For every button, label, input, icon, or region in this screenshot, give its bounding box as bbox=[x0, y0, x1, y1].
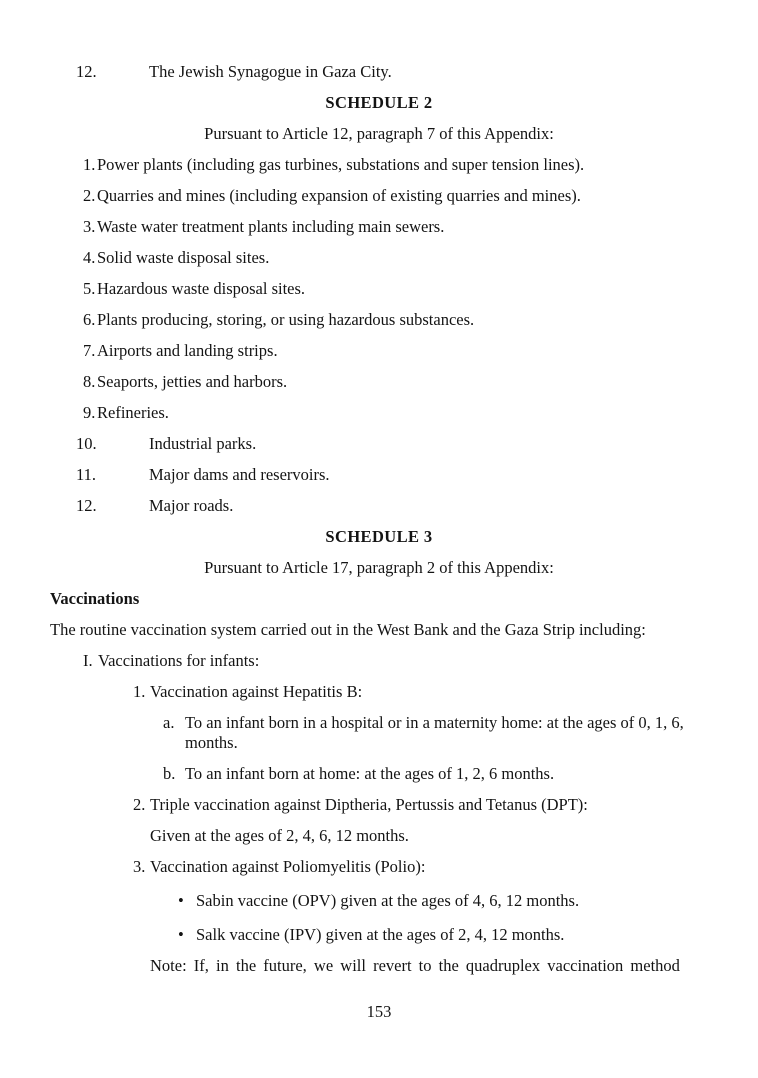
item-number: b. bbox=[163, 764, 176, 783]
list-item bbox=[50, 217, 708, 237]
sub-list-item bbox=[50, 713, 708, 753]
roman-list-item bbox=[50, 651, 708, 671]
list-item bbox=[50, 248, 708, 268]
schedule-3-title: SCHEDULE 3 bbox=[325, 527, 433, 546]
bullet-list-item bbox=[50, 925, 708, 945]
item-text: Hazardous waste disposal sites. bbox=[97, 279, 306, 298]
item-number: 4. bbox=[83, 248, 96, 267]
item-text: Industrial parks. bbox=[149, 434, 257, 453]
item-number: 1. bbox=[83, 155, 96, 174]
note-paragraph: Note: If, in the future, we will revert to the quadruplex vaccination method bbox=[150, 956, 680, 975]
item-number: 10. bbox=[76, 434, 97, 453]
list-item bbox=[50, 465, 708, 485]
item-number: 6. bbox=[83, 310, 96, 329]
item-text: Sabin vaccine (OPV) given at the ages of 4, 6, 12 months. bbox=[196, 891, 580, 910]
schedule-2-title: SCHEDULE 2 bbox=[325, 93, 433, 112]
bullet-icon: • bbox=[178, 925, 184, 944]
page-number: 153 bbox=[366, 1002, 392, 1021]
bullet-icon: • bbox=[178, 891, 184, 910]
item-text: Refineries. bbox=[97, 403, 169, 422]
item-text: Solid waste disposal sites. bbox=[97, 248, 270, 267]
sub-list-item bbox=[50, 764, 708, 784]
item-number: 3. bbox=[133, 857, 146, 876]
list-item bbox=[50, 341, 708, 361]
list-item bbox=[50, 186, 708, 206]
schedule-3-subtitle: Pursuant to Article 17, paragraph 2 of this Appendix: bbox=[204, 558, 554, 577]
list-item bbox=[50, 403, 708, 423]
list-item bbox=[50, 155, 708, 175]
section-heading-vaccinations: Vaccinations bbox=[50, 589, 140, 608]
item-number: I. bbox=[83, 651, 93, 670]
item-number: 11. bbox=[76, 465, 97, 484]
item-number: 12. bbox=[76, 62, 97, 81]
item-text: Quarries and mines (including expansion of existing quarries and mines). bbox=[97, 186, 581, 205]
intro-paragraph: The routine vaccination system carried out in the West Bank and the Gaza Strip including: bbox=[50, 620, 646, 639]
list-item bbox=[50, 434, 708, 454]
item-text: Plants producing, storing, or using hazardous substances. bbox=[97, 310, 475, 329]
item-number: 8. bbox=[83, 372, 96, 391]
item-text: Seaports, jetties and harbors. bbox=[97, 372, 288, 391]
item-number: 7. bbox=[83, 341, 96, 360]
item-text: The Jewish Synagogue in Gaza City. bbox=[149, 62, 392, 81]
item-text: Triple vaccination against Diptheria, Pertussis and Tetanus (DPT): bbox=[150, 795, 588, 814]
item-text: Waste water treatment plants including main sewers. bbox=[97, 217, 445, 236]
item-number: 5. bbox=[83, 279, 96, 298]
item-text: To an infant born in a hospital or in a maternity home: at the ages of 0, 1, 6, months. bbox=[185, 713, 684, 752]
item-detail: Given at the ages of 2, 4, 6, 12 months. bbox=[150, 826, 409, 845]
item-text: Airports and landing strips. bbox=[97, 341, 278, 360]
list-item bbox=[50, 857, 708, 877]
list-item bbox=[50, 496, 708, 516]
item-text: Salk vaccine (IPV) given at the ages of 2, 4, 12 months. bbox=[196, 925, 565, 944]
list-item bbox=[50, 279, 708, 299]
schedule-2-subtitle: Pursuant to Article 12, paragraph 7 of this Appendix: bbox=[204, 124, 554, 143]
item-text: Vaccinations for infants: bbox=[98, 651, 260, 670]
item-number: 3. bbox=[83, 217, 96, 236]
item-text: To an infant born at home: at the ages of 1, 2, 6 months. bbox=[185, 764, 555, 783]
list-item bbox=[50, 795, 708, 815]
item-text: Vaccination against Hepatitis B: bbox=[150, 682, 363, 701]
item-text: Major roads. bbox=[149, 496, 234, 515]
list-item bbox=[50, 372, 708, 392]
item-number: 1. bbox=[133, 682, 146, 701]
list-item bbox=[50, 62, 708, 82]
item-text: Power plants (including gas turbines, substations and super tension lines). bbox=[97, 155, 585, 174]
item-number: 9. bbox=[83, 403, 96, 422]
item-number: 2. bbox=[133, 795, 146, 814]
list-item bbox=[50, 682, 708, 702]
list-item bbox=[50, 310, 708, 330]
item-number: a. bbox=[163, 713, 175, 732]
item-number: 12. bbox=[76, 496, 97, 515]
item-text: Major dams and reservoirs. bbox=[149, 465, 330, 484]
item-text: Vaccination against Poliomyelitis (Polio): bbox=[150, 857, 426, 876]
bullet-list-item bbox=[50, 891, 708, 911]
item-number: 2. bbox=[83, 186, 96, 205]
